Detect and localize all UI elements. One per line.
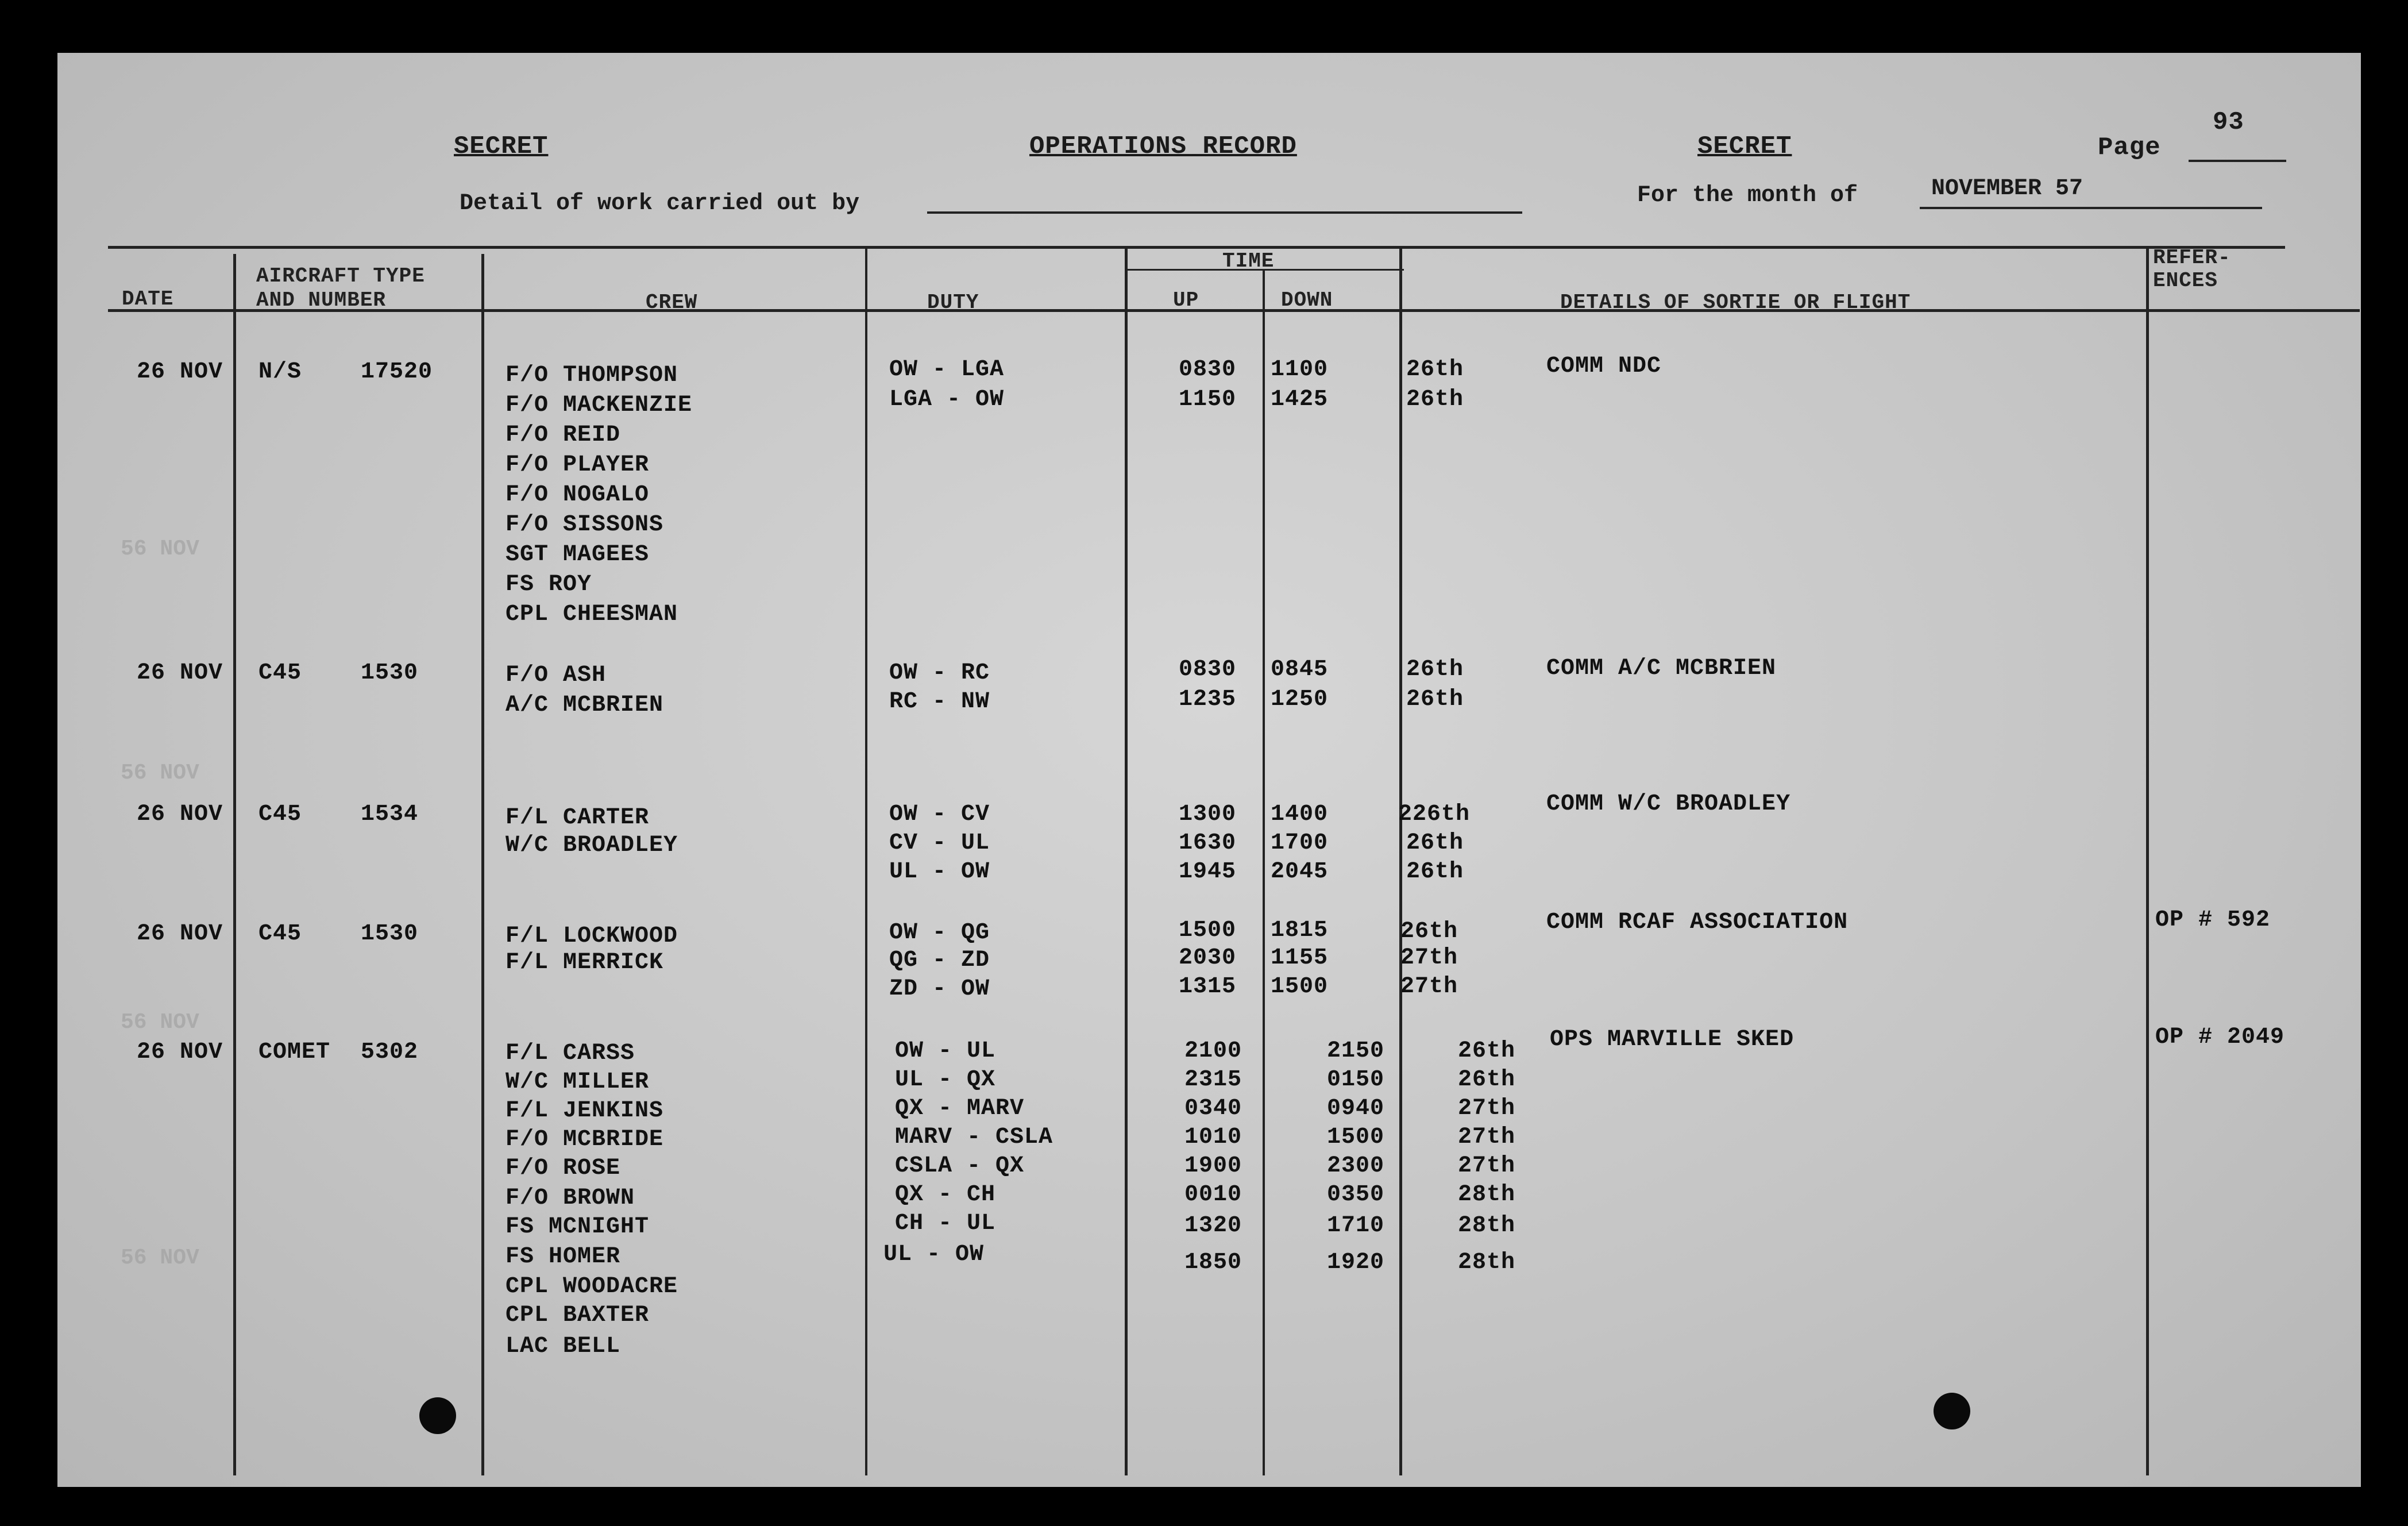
page-label: Page — [2098, 133, 2161, 162]
left-secret-label: SECRET — [454, 132, 549, 161]
flight-day: 26th — [1406, 687, 1464, 712]
col-divider-details — [2146, 246, 2149, 1475]
flight-day: 27th — [1400, 974, 1458, 1000]
col-divider-aircraft — [481, 254, 484, 1475]
entry-date: 26 NOV — [137, 359, 223, 385]
aircraft-number: 17520 — [361, 359, 433, 385]
time-up: 1945 — [1179, 859, 1237, 885]
time-up: 1900 — [1184, 1153, 1242, 1179]
flight-day: 26th — [1406, 859, 1464, 885]
crew-member: F/L CARSS — [505, 1041, 635, 1066]
duty-leg: CSLA - QX — [895, 1153, 1025, 1179]
crew-member: F/O ROSE — [505, 1155, 621, 1181]
time-up: 1500 — [1179, 918, 1237, 943]
crew-member: CPL BAXTER — [505, 1303, 650, 1328]
duty-leg: MARV - CSLA — [895, 1124, 1054, 1150]
time-up: 2030 — [1179, 945, 1237, 971]
header-bottom-line — [108, 309, 2360, 312]
flight-day: 26th — [1406, 657, 1464, 683]
time-down: 1500 — [1327, 1124, 1385, 1150]
time-down: 1250 — [1271, 687, 1329, 712]
flight-day: 28th — [1458, 1182, 1516, 1208]
sortie-details: COMM NDC — [1546, 353, 1662, 379]
time-down: 1500 — [1271, 974, 1329, 1000]
aircraft-type: C45 — [258, 801, 302, 827]
aircraft-number: 1534 — [361, 801, 419, 827]
right-secret-label: SECRET — [1697, 132, 1792, 161]
flight-day: 26th — [1458, 1067, 1516, 1093]
time-down: 2150 — [1327, 1038, 1385, 1064]
flight-day: 27th — [1458, 1096, 1516, 1122]
page-number-line — [2189, 160, 2286, 162]
col-header-aircraft-1: AIRCRAFT TYPE — [256, 264, 425, 288]
entry-date: 26 NOV — [137, 660, 223, 686]
col-divider-down — [1399, 246, 1402, 1475]
duty-leg: CV - UL — [889, 830, 990, 856]
time-down: 2300 — [1327, 1153, 1385, 1179]
col-header-time: TIME — [1222, 249, 1275, 273]
crew-member: W/C BROADLEY — [505, 833, 678, 858]
bleed-through-text: 56 NOV — [121, 1246, 199, 1270]
aircraft-type: COMET — [258, 1039, 331, 1065]
flight-day: 27th — [1400, 945, 1458, 971]
time-up: 0830 — [1179, 357, 1237, 383]
time-up: 1315 — [1179, 974, 1237, 1000]
aircraft-type: C45 — [258, 921, 302, 947]
crew-member: F/L JENKINS — [505, 1098, 664, 1124]
duty-leg: RC - NW — [889, 689, 990, 715]
crew-member: SGT MAGEES — [505, 542, 650, 568]
bleed-through-text: 56 NOV — [121, 761, 199, 785]
col-header-details: DETAILS OF SORTIE OR FLIGHT — [1560, 291, 1911, 314]
sortie-details: COMM RCAF ASSOCIATION — [1546, 910, 1849, 935]
col-header-duty: DUTY — [927, 291, 979, 314]
duty-leg: LGA - OW — [889, 387, 1005, 413]
col-divider-duty — [1125, 246, 1128, 1475]
sortie-details: COMM A/C MCBRIEN — [1546, 656, 1777, 681]
flight-day: 26th — [1458, 1038, 1516, 1064]
flight-day: 26th — [1400, 919, 1458, 945]
crew-member: F/O PLAYER — [505, 452, 650, 478]
sortie-details: COMM W/C BROADLEY — [1546, 791, 1791, 817]
flight-day: 26th — [1406, 830, 1464, 856]
col-divider-up — [1263, 270, 1265, 1475]
reference: OP # 592 — [2155, 907, 2271, 933]
flight-day: 27th — [1458, 1153, 1516, 1179]
reference: OP # 2049 — [2155, 1024, 2285, 1050]
col-header-refer-1: REFER- — [2153, 246, 2231, 269]
time-up: 1630 — [1179, 830, 1237, 856]
col-header-refer-2: ENCES — [2153, 269, 2218, 292]
bleed-through-text: 56 NOV — [121, 537, 199, 561]
duty-leg: QG - ZD — [889, 947, 990, 973]
time-down: 1920 — [1327, 1250, 1385, 1275]
time-up: 1320 — [1184, 1213, 1242, 1239]
time-down: 0350 — [1327, 1182, 1385, 1208]
duty-leg: OW - UL — [895, 1038, 996, 1064]
duty-leg: OW - CV — [889, 801, 990, 827]
month-label: For the month of — [1637, 183, 1858, 209]
col-divider-crew — [865, 248, 867, 1475]
time-down: 1400 — [1271, 801, 1329, 827]
entry-date: 26 NOV — [137, 921, 223, 947]
page-number: 93 — [2213, 108, 2244, 137]
entry-date: 26 NOV — [137, 1039, 223, 1065]
crew-member: F/O MCBRIDE — [505, 1127, 664, 1153]
crew-member: F/L LOCKWOOD — [505, 923, 678, 949]
month-underline — [1920, 207, 2262, 209]
crew-member: CPL WOODACRE — [505, 1274, 678, 1300]
col-divider-date — [233, 254, 236, 1475]
flight-day: 28th — [1458, 1213, 1516, 1239]
time-down: 0150 — [1327, 1067, 1385, 1093]
crew-member: FS MCNIGHT — [505, 1214, 650, 1240]
crew-member: F/L CARTER — [505, 805, 650, 831]
punch-hole — [419, 1397, 456, 1434]
time-down: 1815 — [1271, 918, 1329, 943]
crew-member: F/O REID — [505, 422, 621, 448]
crew-member: F/O THOMPSON — [505, 363, 678, 388]
col-header-up: UP — [1173, 288, 1199, 312]
detail-underline — [927, 211, 1522, 214]
time-up: 0830 — [1179, 657, 1237, 683]
crew-member: F/O NOGALO — [505, 482, 650, 508]
crew-member: F/O SISSONS — [505, 512, 664, 538]
aircraft-number: 1530 — [361, 921, 419, 947]
document-title: OPERATIONS RECORD — [1029, 132, 1297, 161]
time-down: 1700 — [1271, 830, 1329, 856]
time-down: 1710 — [1327, 1213, 1385, 1239]
crew-member: CPL CHEESMAN — [505, 602, 678, 627]
time-down: 2045 — [1271, 859, 1329, 885]
month-value: NOVEMBER 57 — [1931, 176, 2083, 202]
duty-leg: UL - OW — [889, 859, 990, 885]
time-up: 2100 — [1184, 1038, 1242, 1064]
aircraft-type: C45 — [258, 660, 302, 686]
duty-leg: UL - OW — [883, 1242, 985, 1267]
crew-member: F/O BROWN — [505, 1185, 635, 1211]
duty-leg: QX - MARV — [895, 1096, 1025, 1122]
sortie-details: OPS MARVILLE SKED — [1550, 1027, 1795, 1053]
col-header-date: DATE — [122, 287, 174, 311]
time-up: 1010 — [1184, 1124, 1242, 1150]
crew-member: A/C MCBRIEN — [505, 692, 664, 718]
detail-label: Detail of work carried out by — [460, 191, 860, 217]
col-header-down: DOWN — [1281, 288, 1333, 312]
time-up: 2315 — [1184, 1067, 1242, 1093]
time-down: 1155 — [1271, 945, 1329, 971]
time-down: 1100 — [1271, 357, 1329, 383]
duty-leg: CH - UL — [895, 1211, 996, 1236]
bleed-through-text: 56 NOV — [121, 1010, 199, 1035]
crew-member: F/O MACKENZIE — [505, 392, 693, 418]
flight-day: 26th — [1406, 357, 1464, 383]
col-header-aircraft-2: AND NUMBER — [256, 288, 387, 312]
punch-hole — [1934, 1393, 1970, 1429]
time-up: 1150 — [1179, 387, 1237, 413]
entry-date: 26 NOV — [137, 801, 223, 827]
duty-leg: OW - QG — [889, 920, 990, 946]
crew-member: FS ROY — [505, 572, 592, 598]
duty-leg: UL - QX — [895, 1067, 996, 1093]
crew-member: F/O ASH — [505, 662, 607, 688]
flight-day: 26th — [1406, 387, 1464, 413]
table-top-line — [108, 246, 2285, 249]
crew-member: FS HOMER — [505, 1244, 621, 1270]
crew-member: F/L MERRICK — [505, 950, 664, 976]
crew-member: W/C MILLER — [505, 1069, 650, 1095]
aircraft-number: 5302 — [361, 1039, 419, 1065]
flight-day: 226th — [1398, 801, 1471, 827]
duty-leg: ZD - OW — [889, 976, 990, 1002]
duty-leg: QX - CH — [895, 1182, 996, 1208]
document-sheet — [57, 53, 2361, 1487]
crew-member: LAC BELL — [505, 1334, 621, 1359]
col-header-crew: CREW — [646, 291, 698, 314]
time-down: 1425 — [1271, 387, 1329, 413]
duty-leg: OW - LGA — [889, 357, 1005, 383]
time-up: 0340 — [1184, 1096, 1242, 1122]
time-down: 0845 — [1271, 657, 1329, 683]
time-up: 1850 — [1184, 1250, 1242, 1275]
aircraft-number: 1530 — [361, 660, 419, 686]
time-up: 1300 — [1179, 801, 1237, 827]
duty-leg: OW - RC — [889, 660, 990, 686]
aircraft-type: N/S — [258, 359, 302, 385]
flight-day: 27th — [1458, 1124, 1516, 1150]
time-up: 0010 — [1184, 1182, 1242, 1208]
flight-day: 28th — [1458, 1250, 1516, 1275]
time-down: 0940 — [1327, 1096, 1385, 1122]
time-up: 1235 — [1179, 687, 1237, 712]
